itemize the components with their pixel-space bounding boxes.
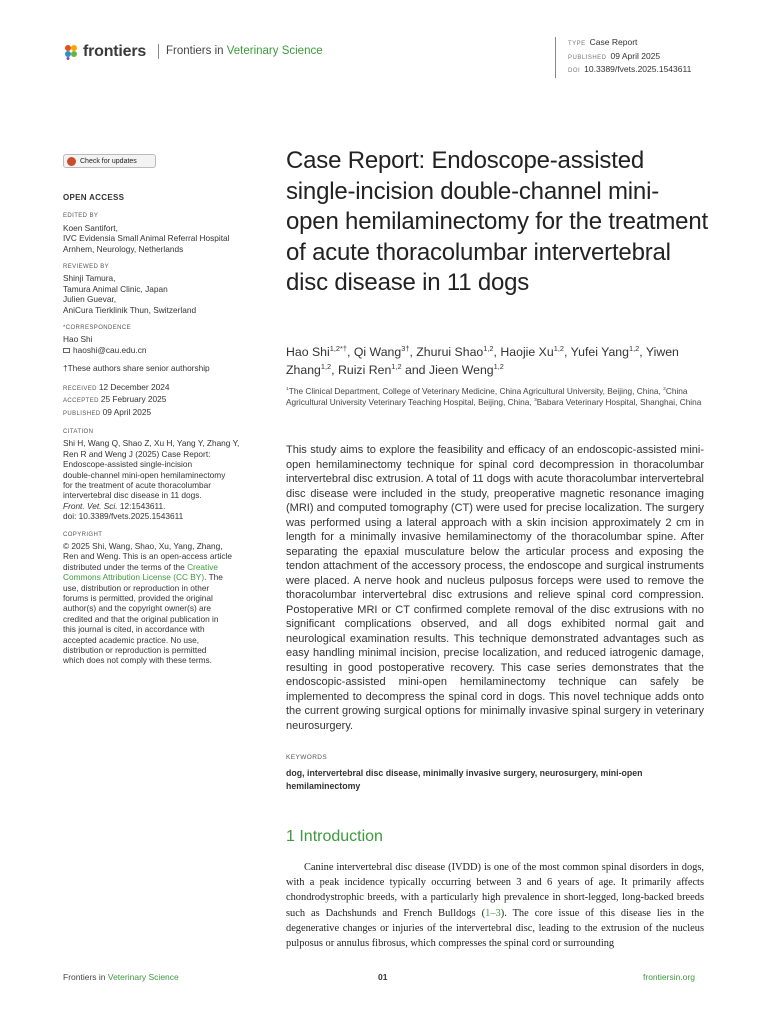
page-number: 01 [378, 972, 388, 982]
author-name[interactable]: Yufei Yang$^{1,2}$ [570, 343, 640, 359]
citation-section: CITATION Shi H, Wang Q, Shao Z, Xu H, Yang Y, Zhang Y, Ren R and Weng J (2025) Case Report: Endoscope-assisted single-incision double-channel mini-open hemilaminectomy for the treatment of acute thoracolumbar intervertebral disc disease in 11 dogs. Front. Vet. Sci. 12:1543611. doi: 10.3389/fvets.2025.1543611 [63, 428, 240, 522]
envelope-icon [63, 348, 70, 353]
journal-header[interactable] [158, 44, 323, 59]
author-list: Hao Shi$^{1,2*\dagger}$, Qi Wang$^{3\dagger}$, Zhurui Shao$^{1,2}$, Haojie Xu$^{1,2}$, Yufei Yang$^{1,2}$, Yiwen Zhang$^{1,2}$, Ruizi Ren$^{1,2}$ and Jieen Weng$^{1,2}$ [286, 343, 679, 377]
affiliation-sup: 2 [663, 386, 666, 393]
affiliation-text: China Agricultural University Veterinary Teaching Hospital, Beijing, China, [286, 386, 688, 407]
affiliation-sup: 3 [533, 396, 537, 403]
affiliation-text: Babara Veterinary Hospital, Shanghai, China [536, 396, 702, 407]
author-affiliation-sup: 1,2 [628, 343, 640, 353]
affiliation-text: The Clinical Department, College of Veterinary Medicine, China Agricultural University, Beijing, China, [288, 386, 664, 396]
keywords-label: KEYWORDS [286, 754, 328, 761]
senior-note: †These authors share senior authorship [63, 363, 210, 374]
journal-name: Veterinary Science [226, 45, 323, 57]
author-affiliation-sup: 1,2 [391, 361, 402, 371]
frontiers-logo-icon [63, 44, 79, 60]
meta-published: PUBLISHED 09 April 2025 [568, 50, 661, 61]
open-access-label: OPEN ACCESS [63, 193, 125, 202]
check-updates-icon [67, 157, 76, 166]
author-name[interactable]: Haojie Xu$^{1,2}$ [500, 343, 564, 359]
abstract: This study aims to explore the feasibility and efficacy of an endoscopic-assisted mini-open hemilaminectomy technique for spinal cord decompression in thoracolumbar intervertebral disc extrusion. A total of 11 dogs with acute thoracolumbar intervertebral disc disease were included in the study, preoperative magnetic resonance imaging (MRI) and computed tomography (CT) were used for precise localization. The surgery was performed using a lateral approach with a skin incision approximately 2 cm in length for a minimally invasive hemilaminectomy of the thoracolumbar spine. After separating the epaxial musculature below the articular process and exposing the tendon attachment of the accessory process, the endoscope and surgical instruments were placed. A nerve hook and nucleus pulposus forceps were used to remove the thoracolumbar intervertebral disc extrusions and relieve spinal cord compression. Postoperative MRI or CT confirmed complete removal of the disc extrusions with no significant complications observed, and all dogs exhibited normal gait and neurological examination results. This technique demonstrated advantages such as easy handling minimal incision, precise localization, and reduced iatrogenic damage, resulting in good postoperative recovery. This case series demonstrates that the endoscopic-assisted mini-open hemilaminectomy technique can safely be implemented to decompress the spinal cord in dogs. This novel technique adds onto the current growing surgical options for minimally invasive spinal surgery in veterinary neurosurgery. [286, 444, 704, 732]
author-affiliation-sup: 3† [401, 343, 410, 353]
introduction-paragraph: Canine intervertebral disc disease (IVDD) is one of the most common spinal disorders in dogs, with a peak incidence typically occurring between 3 and 6 years of age. It primarily affects chondrodystrophic breeds, with a particularly high prevalence in short-legged, long-backed breeds such as Dachshunds and French Bulldogs (1–3). The core issue of this disease lies in the degenerative changes or injuries of the intervertebral disc, leading to the extrusion of the nucleus pulposus or annulus fibrosus, which compresses the spinal cord or surrounding [286, 862, 704, 950]
check-updates-label: Check for updates [80, 157, 137, 165]
footer-site-link[interactable]: frontiersin.org [643, 972, 695, 982]
dates-section: RECEIVED 12 December 2024 ACCEPTED 25 February 2025 PUBLISHED 09 April 2025 [63, 381, 170, 417]
frontiers-logo[interactable] [63, 41, 146, 63]
author-name[interactable]: Yiwen Zhang$^{1,2}$ [286, 345, 679, 377]
author-affiliation-sup: 1,2 [320, 361, 332, 371]
author-affiliation-sup: 1,2*† [329, 343, 347, 353]
journal-prefix: Frontiers in [166, 45, 227, 57]
logo-text: frontiers [83, 43, 147, 60]
article-meta [555, 37, 691, 78]
author-name[interactable]: Zhurui Shao$^{1,2}$ [416, 343, 494, 359]
meta-doi[interactable]: DOI 10.3389/fvets.2025.1543611 [568, 64, 692, 74]
author-affiliation-sup: 1,2 [553, 343, 564, 353]
author-affiliation-sup: 1,2 [483, 343, 494, 353]
copyright-section: COPYRIGHT © 2025 Shi, Wang, Shao, Xu, Yang, Zhang, Ren and Weng. This is an open-access article distributed under the terms of the Creative Commons Attribution License (CC BY). The use, distribution or reproduction in other forums is permitted, provided the original author(s) and the copyright owner(s) are credited and that the original publication in this journal is cited, in accordance with accepted academic practice. No use, distribution or reproduction is permitted which does not comply with these terms. [63, 531, 232, 666]
author-name[interactable]: Qi Wang$^{3\dagger}$ [353, 343, 410, 359]
article-title: Case Report: Endoscope-assisted single-incision double-channel mini-open hemilaminectomy for the treatment of acute thoracolumbar intervertebral disc disease in 11 dogs [286, 147, 708, 296]
correspondence-email-link[interactable]: haoshi@cau.edu.cn [63, 345, 258, 355]
footer-journal[interactable]: Frontiers in Veterinary Science [63, 972, 179, 982]
article-sidebar [63, 192, 258, 666]
author-affiliation-sup: 1,2 [493, 361, 504, 371]
meta-type: TYPE Case Report [568, 37, 638, 47]
reviewed-by-section: REVIEWED BY Shinji Tamura, Tamura Animal Clinic, Japan Julien Guevar, AniCura Tierklinik Thun, Switzerland [63, 264, 197, 315]
affiliation-sup: 1 [286, 386, 289, 393]
cc-license-link[interactable]: Creative [187, 561, 218, 572]
author-name[interactable]: Ruizi Ren$^{1,2}$ [337, 361, 402, 377]
section-heading-introduction: 1 Introduction [286, 828, 383, 845]
author-name[interactable]: Hao Shi$^{1,2*\dagger}$ [286, 343, 347, 359]
correspondence-section: *CORRESPONDENCE Hao Shi haoshi@cau.edu.cn [63, 323, 258, 355]
author-name[interactable]: Jieen Weng$^{1,2}$ [428, 361, 504, 377]
reference-link[interactable]: 1–3 [485, 907, 501, 919]
keywords: dog, intervertebral disc disease, minimally invasive surgery, neurosurgery, mini-open hemilaminectomy [286, 768, 643, 791]
affiliations [286, 386, 716, 407]
cc-license-link-cont[interactable]: Commons Attribution License (CC BY) [63, 572, 205, 583]
check-for-updates-button[interactable] [63, 154, 156, 168]
edited-by-section: EDITED BY Koen Santifort, IVC Evidensia Small Animal Referral Hospital Arnhem, Neurology, Netherlands [63, 213, 230, 254]
